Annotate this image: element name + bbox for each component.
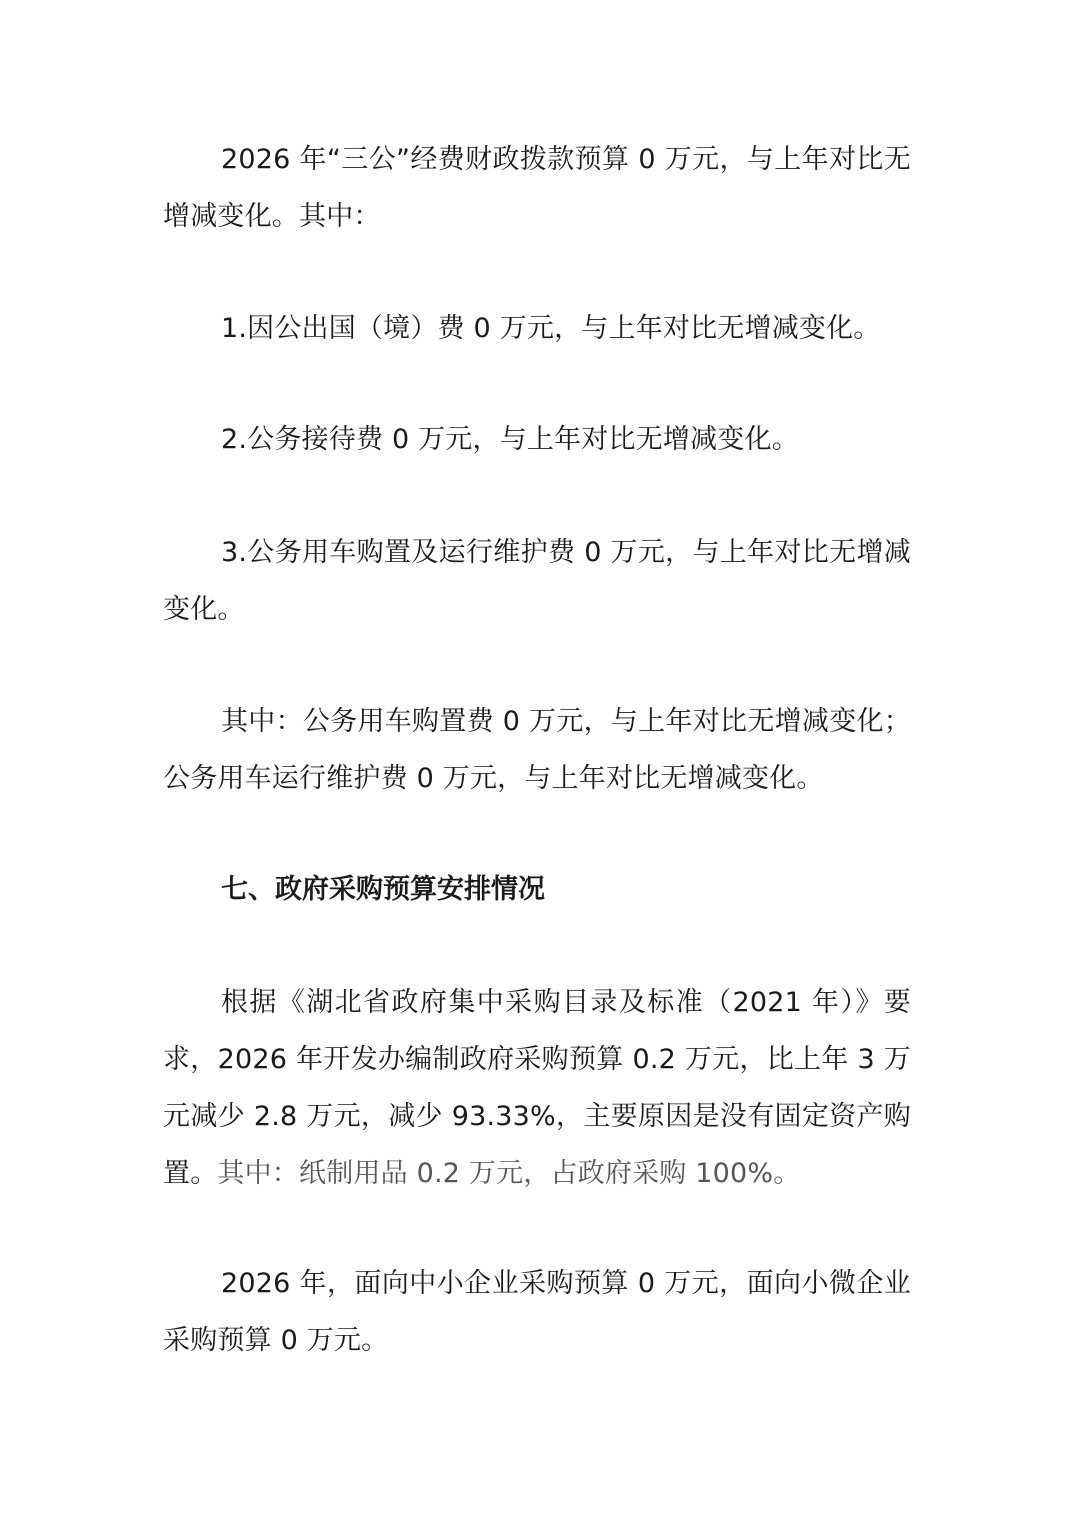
reception-expense-paragraph: 2.公务接待费 0 万元，与上年对比无增减变化。 bbox=[221, 424, 799, 455]
section-heading: 七、政府采购预算安排情况 bbox=[221, 874, 545, 905]
procurement-budget-tail-text: 其中：纸制用品 0.2 万元，占政府采购 100%。 bbox=[217, 1158, 801, 1189]
vehicle-breakdown-paragraph: 其中：公务用车购置费 0 万元，与上年对比无增减变化；公务用车运行维护费 0 万元，与上年对比无增减变化。 bbox=[163, 706, 911, 794]
vehicle-expense-paragraph: 3.公务用车购置及运行维护费 0 万元，与上年对比无增减变化。 bbox=[163, 537, 911, 625]
overseas-travel-expense-paragraph: 1.因公出国（境）费 0 万元，与上年对比无增减变化。 bbox=[221, 313, 881, 344]
procurement-budget-paragraph bbox=[163, 974, 911, 1202]
sme-procurement-paragraph: 2026 年，面向中小企业采购预算 0 万元，面向小微企业采购预算 0 万元。 bbox=[163, 1268, 911, 1356]
procurement-budget-main-text: 根据《湖北省政府集中采购目录及标准（2021 年）》要求，2026 年开发办编制政府采购预算 0.2 万元，比上年 3 万元减少 2.8 万元，减少 93.33%，主要原因是没有固定资产购置。 bbox=[163, 987, 911, 1189]
three-public-expenses-paragraph: 2026 年“三公”经费财政拨款预算 0 万元，与上年对比无增减变化。其中： bbox=[163, 144, 911, 232]
